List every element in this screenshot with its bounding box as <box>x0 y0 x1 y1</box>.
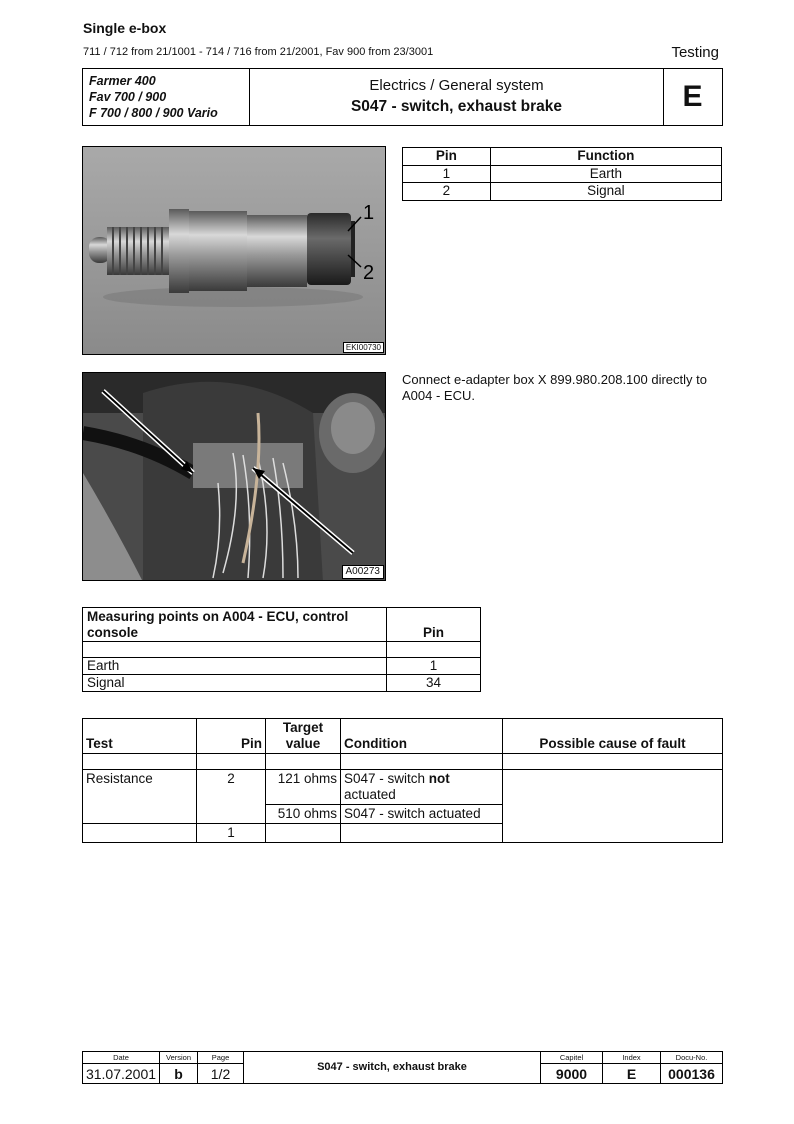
column-header-pin: Pin <box>387 608 481 642</box>
possible-cause-cell <box>503 770 723 843</box>
footer-label: Date <box>83 1052 159 1064</box>
test-table <box>82 718 723 843</box>
footer-value: 000136 <box>668 1066 715 1082</box>
target-value-cell: 121 ohms <box>266 770 341 805</box>
footer-value: E <box>626 1066 637 1082</box>
footer-block <box>82 1051 723 1084</box>
measuring-label-cell: Earth <box>83 658 387 675</box>
section-label: Testing <box>671 44 719 61</box>
footer-docu-no <box>661 1052 722 1083</box>
connect-instruction: Connect e-adapter box X 899.980.208.100 directly to A004 - ECU. <box>402 372 707 403</box>
footer-value: 1/2 <box>210 1066 231 1082</box>
measuring-label-cell: Signal <box>83 675 387 692</box>
footer-label: Index <box>603 1052 660 1064</box>
column-header-target-value: Target value <box>266 719 341 754</box>
pin-cell: 2 <box>197 770 266 824</box>
switch-illustration <box>83 147 386 355</box>
pin-cell: 1 <box>403 165 491 183</box>
measuring-points-table <box>82 607 481 692</box>
footer-page <box>198 1052 244 1083</box>
column-header-condition: Condition <box>341 719 503 754</box>
callout-1: 1 <box>363 202 375 224</box>
model-item: Fav 700 / 900 <box>89 90 167 104</box>
table-row <box>83 658 481 675</box>
target-value-cell: 510 ohms <box>266 805 341 824</box>
switch-photo <box>82 146 386 355</box>
photo-code: A00273 <box>342 565 384 579</box>
footer-title <box>244 1052 541 1083</box>
column-header-possible-cause: Possible cause of fault <box>503 719 723 754</box>
table-row <box>83 770 723 805</box>
measuring-pin-cell: 1 <box>387 658 481 675</box>
column-header-pin: Pin <box>197 719 266 754</box>
footer-capitel <box>541 1052 603 1083</box>
column-header-measuring-points: Measuring points on A004 - ECU, control console <box>83 608 387 642</box>
pin-cell: 1 <box>197 824 266 843</box>
function-cell: Earth <box>490 165 721 183</box>
column-header-function: Function <box>490 148 721 166</box>
footer-version <box>160 1052 198 1083</box>
condition-cell <box>341 770 503 805</box>
condition-emphasis: not <box>428 771 450 786</box>
callout-2: 2 <box>363 262 375 284</box>
column-header-pin: Pin <box>403 148 491 166</box>
photo-code: EKI00730 <box>343 342 384 353</box>
footer-value: b <box>174 1066 183 1082</box>
table-row <box>83 675 481 692</box>
column-header-test: Test <box>83 719 197 754</box>
table-row <box>403 165 722 183</box>
model-item: F 700 / 800 / 900 Vario <box>89 106 218 120</box>
ecu-photo <box>82 372 386 581</box>
pin-function-table <box>402 147 722 201</box>
table-row <box>403 183 722 201</box>
system-title: Electrics / General system <box>369 77 544 94</box>
condition-cell: S047 - switch actuated <box>341 805 503 824</box>
pin-cell: 2 <box>403 183 491 201</box>
footer-index <box>603 1052 661 1083</box>
footer-label: Page <box>198 1052 243 1064</box>
function-cell: Signal <box>490 183 721 201</box>
model-item: Farmer 400 <box>89 74 156 88</box>
condition-text: S047 - switch <box>344 771 429 786</box>
footer-title-text: S047 - switch, exhaust brake <box>317 1061 467 1073</box>
ecu-illustration <box>83 373 386 581</box>
footer-value: 9000 <box>555 1066 588 1082</box>
model-list <box>83 69 250 125</box>
footer-label: Docu-No. <box>661 1052 722 1064</box>
test-name-cell: Resistance <box>83 770 197 824</box>
footer-label: Capitel <box>541 1052 602 1064</box>
section-letter: E <box>682 80 703 113</box>
measuring-pin-cell: 34 <box>387 675 481 692</box>
condition-text: actuated <box>344 787 396 802</box>
component-title: S047 - switch, exhaust brake <box>350 98 563 115</box>
title-block <box>82 68 723 126</box>
footer-date <box>83 1052 160 1083</box>
footer-value: 31.07.2001 <box>85 1066 157 1082</box>
title-center <box>250 69 664 125</box>
document-title: Single e-box <box>83 20 167 36</box>
model-range-line: 711 / 712 from 21/1001 - 714 / 716 from 21/2001, Fav 900 from 23/3001 <box>83 46 434 58</box>
footer-label: Version <box>160 1052 197 1064</box>
